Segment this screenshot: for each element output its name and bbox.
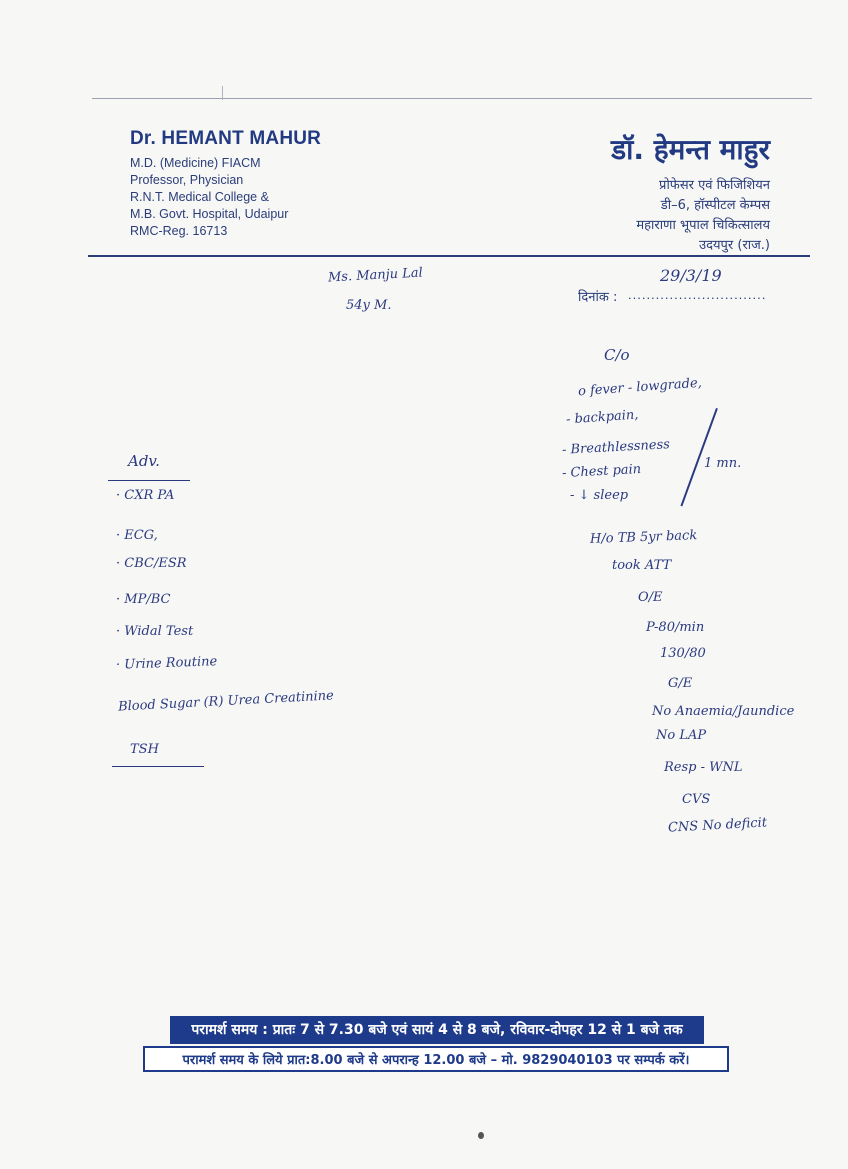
complaints-title: C/o [604, 346, 630, 364]
page-edge-line [92, 98, 812, 99]
complaints-duration: 1 mn. [704, 456, 742, 471]
exam-line: Resp - WNL [664, 760, 743, 775]
patient-age-sex: 54y M. [346, 298, 392, 313]
exam-line: P-80/min [646, 620, 705, 635]
registration-number: RMC-Reg. 16713 [130, 224, 228, 238]
patient-name: Ms. Manju Lal [327, 265, 424, 286]
exam-line: CNS No deficit [667, 815, 768, 836]
advice-note: Blood Sugar (R) Urea Creatinine [117, 688, 335, 715]
appointment-contact-box: परामर्श समय के लिये प्रात:8.00 बजे से अपरान्ह 12.00 बजे – मो. 9829040103 पर सम्पर्क करें। [143, 1046, 729, 1072]
exam-line: No Anaemia/Jaundice [652, 704, 795, 719]
advice-item: · Widal Test [116, 624, 194, 639]
paper-speck [478, 1132, 484, 1139]
consultation-timing-banner: परामर्श समय : प्रातः 7 से 7.30 बजे एवं सायं 4 से 8 बजे, रविवार-दोपहर 12 से 1 बजे तक [170, 1016, 704, 1044]
address-hindi: डी–6, हॉस्पीटल केम्पस [660, 198, 770, 213]
history-line: took ATT [612, 558, 672, 573]
exam-line: G/E [668, 676, 693, 691]
exam-line: No LAP [656, 728, 707, 743]
advice-title: Adv. [128, 452, 160, 470]
city-hindi: उदयपुर (राज.) [698, 238, 770, 253]
complaint-item: - ↓ sleep [570, 488, 629, 503]
advice-item: · CXR PA [116, 488, 175, 503]
hospital: M.B. Govt. Hospital, Udaipur [130, 207, 289, 221]
qualification: M.D. (Medicine) FIACM [130, 156, 261, 170]
doctor-name-hindi: डॉ. हेमन्त माहुर [611, 133, 770, 166]
date-label: दिनांक : [578, 290, 618, 305]
exam-line: 130/80 [660, 646, 706, 661]
page-tick-mark [222, 86, 223, 100]
advice-underline [108, 480, 190, 481]
advice-item: · MP/BC [116, 592, 171, 607]
designation-hindi: प्रोफेसर एवं फिजिशियन [659, 178, 770, 193]
advice-item: · ECG, [116, 528, 158, 543]
letterhead-hindi [611, 130, 770, 256]
designation: Professor, Physician [130, 173, 244, 187]
hospital-hindi: महाराणा भूपाल चिकित्सालय [636, 218, 770, 233]
advice-footer-underline [112, 766, 204, 767]
complaint-item: - backpain, [565, 407, 639, 428]
complaint-item: o fever - lowgrade, [577, 375, 703, 400]
advice-item: · CBC/ESR [116, 556, 187, 571]
exam-line: CVS [682, 792, 711, 807]
date-dots: .............................. [628, 287, 767, 302]
header-divider [88, 255, 810, 257]
advice-item: · Urine Routine [115, 654, 218, 673]
history-line: H/o TB 5yr back [589, 528, 698, 547]
letterhead-english [130, 128, 321, 240]
date-value: 29/3/19 [660, 266, 722, 285]
complaint-item: - Breathlessness [561, 437, 671, 458]
advice-footer: TSH [130, 742, 159, 757]
exam-line: O/E [638, 590, 663, 605]
complaint-item: - Chest pain [561, 461, 642, 482]
doctor-name-english: Dr. HEMANT MAHUR [130, 128, 322, 149]
college: R.N.T. Medical College & [130, 190, 269, 204]
